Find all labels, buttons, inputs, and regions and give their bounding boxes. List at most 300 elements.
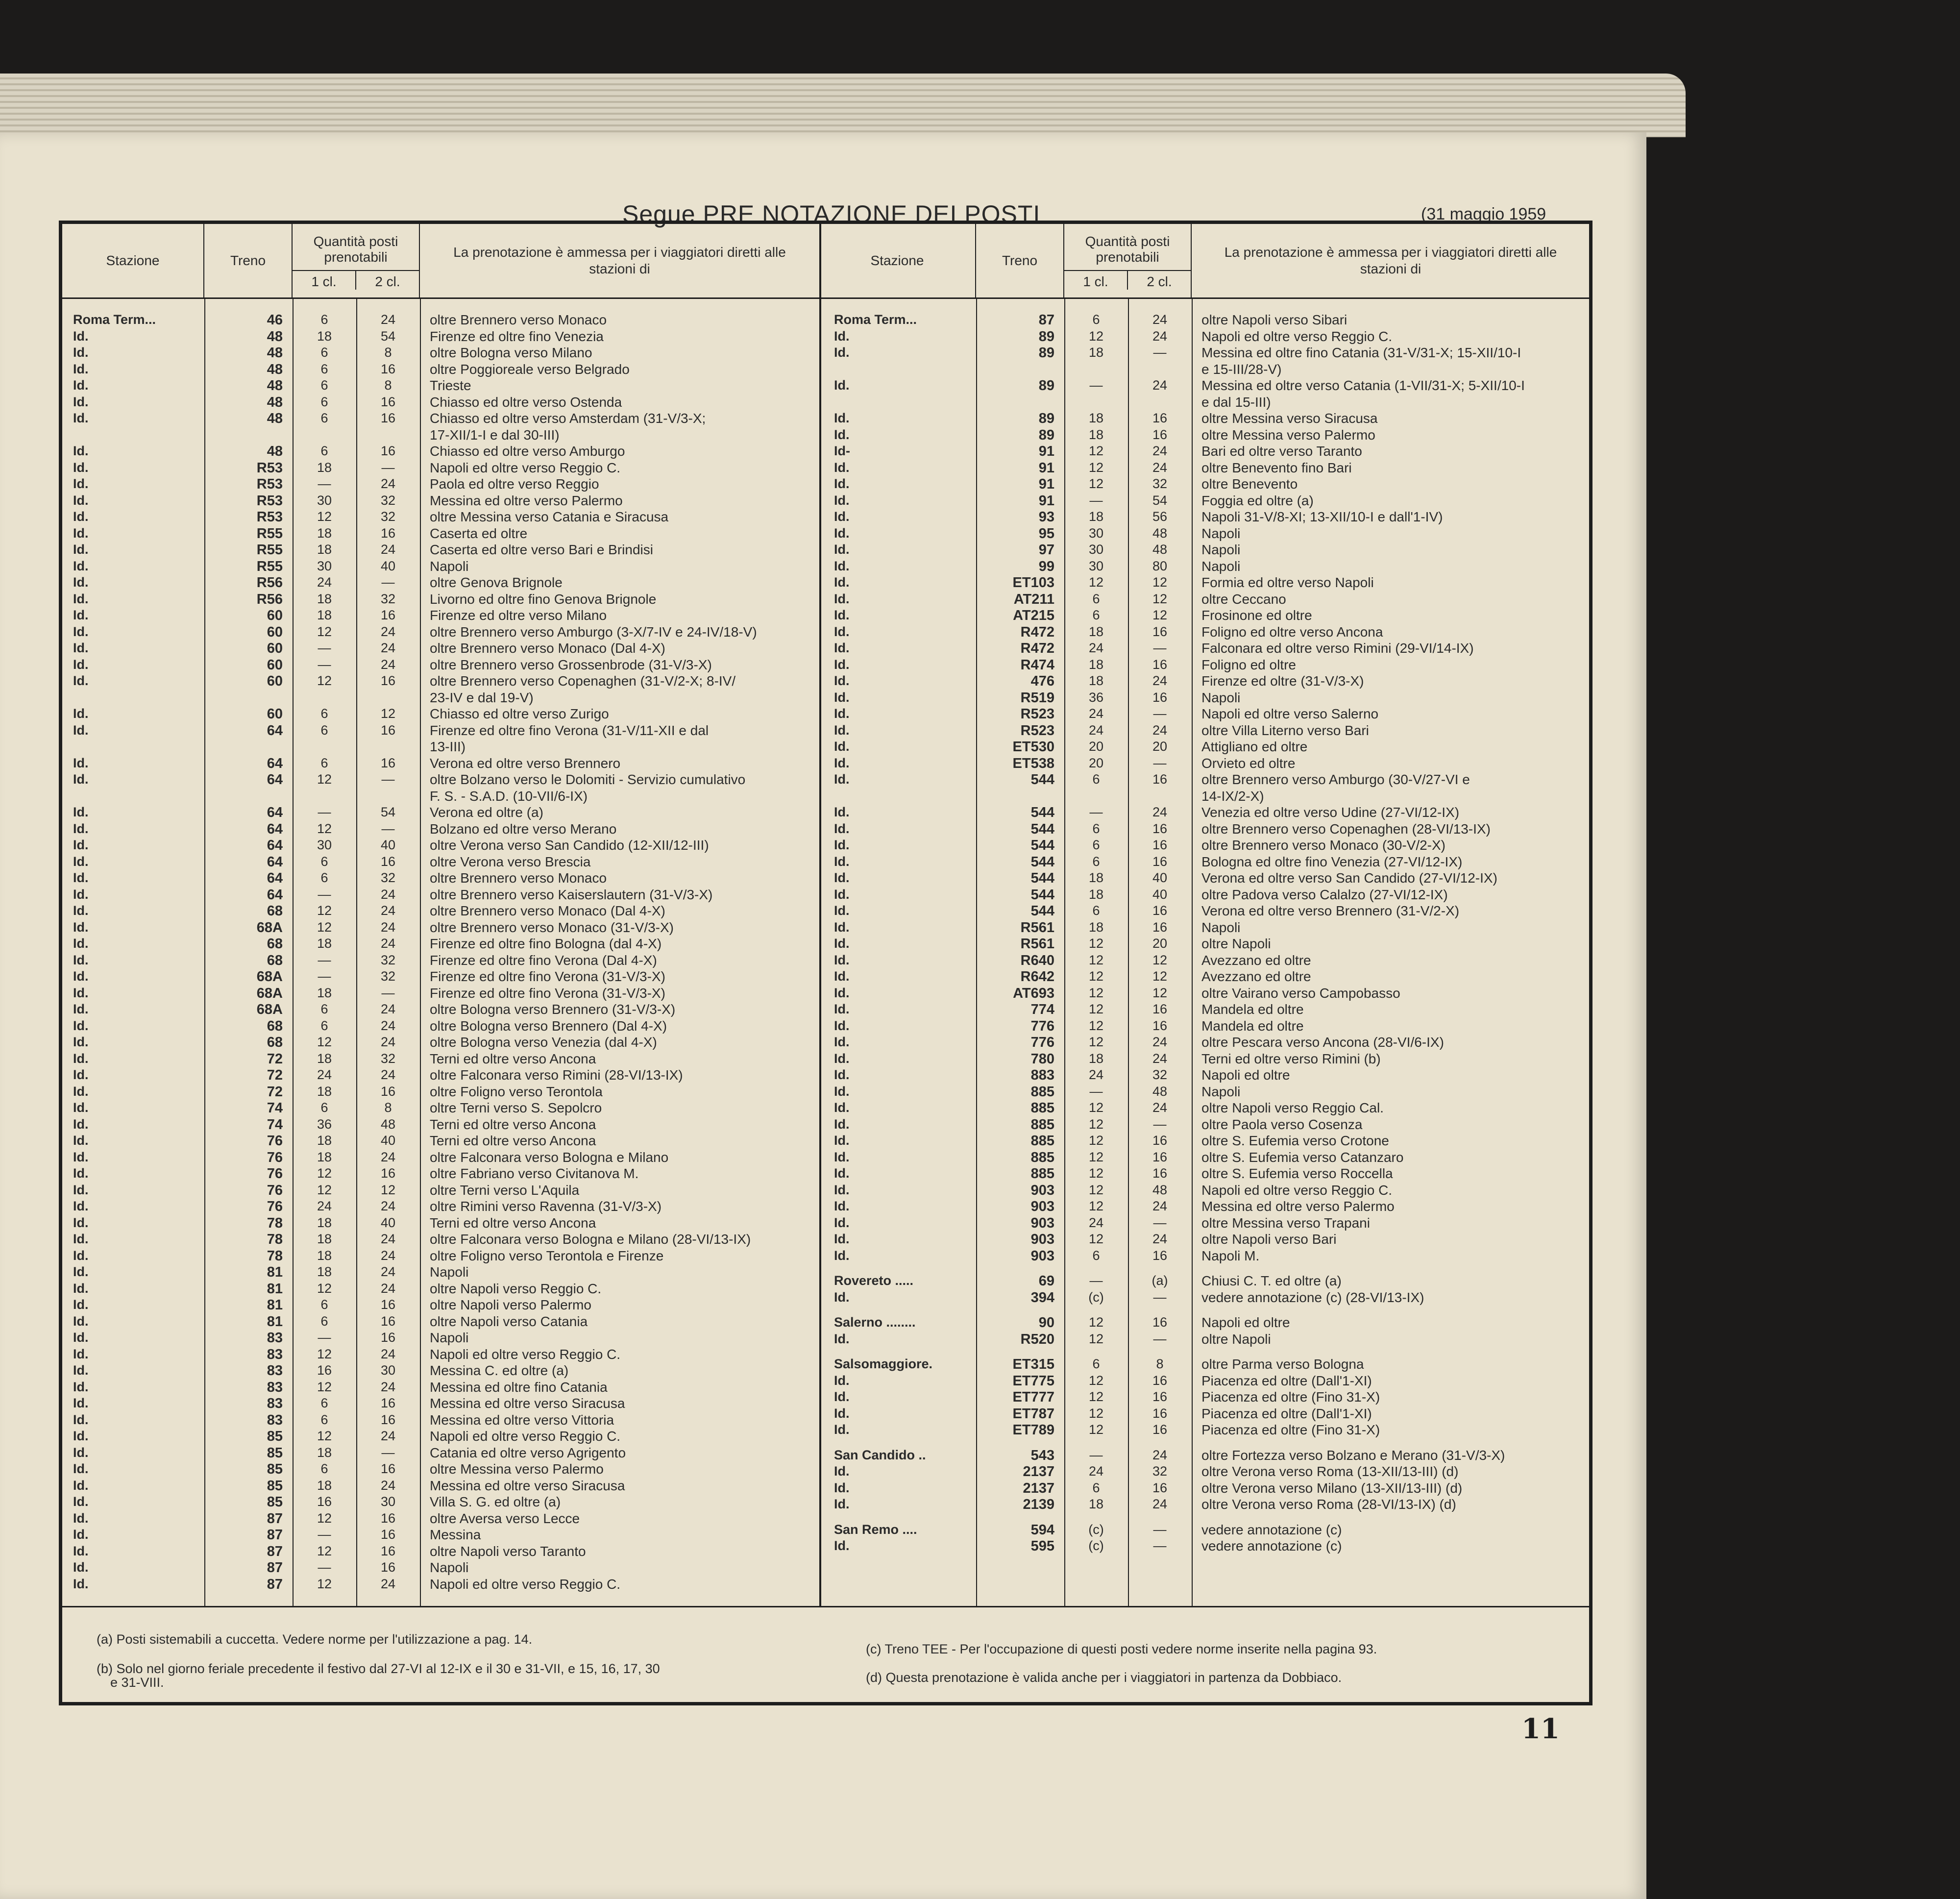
destination-cell: Firenze ed oltre fino Verona (31-V/11-XII e dal <box>430 722 709 738</box>
class2-cell: — <box>1153 1331 1167 1346</box>
train-cell: AT693 <box>1013 985 1054 1001</box>
destination-cell: Napoli ed oltre verso Salerno <box>1201 706 1379 721</box>
destination-cell: Mandela ed oltre <box>1201 1002 1304 1017</box>
table-row <box>62 1314 819 1331</box>
table-row <box>62 1494 819 1511</box>
class2-cell: 16 <box>1152 1002 1168 1016</box>
destination-cell: oltre Verona verso San Candido (12-XII/12-III) <box>430 838 709 853</box>
table-row <box>62 1577 819 1593</box>
table-row <box>819 723 1590 740</box>
train-cell: 81 <box>267 1281 283 1297</box>
table-row <box>819 887 1590 904</box>
station-cell: Id. <box>73 673 89 688</box>
table-row <box>819 1133 1590 1150</box>
class2-cell: 24 <box>1152 1232 1168 1246</box>
class2-cell: 16 <box>1152 1248 1168 1263</box>
destination-cell: oltre Verona verso Milano (13-XII/13-III) (d) <box>1201 1480 1463 1496</box>
class1-cell: 6 <box>1092 854 1100 869</box>
class1-cell: 18 <box>317 525 332 541</box>
destination-cell: oltre Terni verso L'Aquila <box>430 1182 580 1198</box>
page-stack-edge <box>0 74 1686 137</box>
class1-cell: 18 <box>1088 509 1104 524</box>
train-cell: 64 <box>267 722 283 739</box>
class1-cell: — <box>318 805 331 819</box>
destination-cell: Firenze ed oltre fino Venezia <box>430 328 604 344</box>
train-cell: 76 <box>267 1166 283 1182</box>
class2-cell: 16 <box>380 394 396 409</box>
station-cell: Id. <box>73 328 89 344</box>
destination-cell: Verona ed oltre verso Brennero (31-V/2-X) <box>1201 903 1460 918</box>
train-cell: 885 <box>1030 1133 1054 1149</box>
class2-cell: 16 <box>380 1527 396 1542</box>
table-row <box>62 1183 819 1199</box>
class1-cell: 36 <box>1088 690 1104 705</box>
destination-cell: 13-III) <box>430 739 466 754</box>
class1-cell: — <box>318 952 331 967</box>
destination-cell: Terni ed oltre verso Ancona <box>430 1215 596 1231</box>
class2-cell: 12 <box>1152 575 1168 590</box>
class1-cell: 12 <box>1088 1116 1104 1132</box>
table-row <box>819 1464 1590 1480</box>
train-cell: 74 <box>267 1116 283 1133</box>
class1-cell: 12 <box>1088 476 1104 491</box>
destination-cell: Firenze ed oltre fino Verona (31-V/3-X) <box>430 969 665 984</box>
class1-cell: 12 <box>317 1035 332 1049</box>
class1-cell: 6 <box>320 378 328 393</box>
station-cell: Id. <box>834 854 850 869</box>
class2-cell: 24 <box>380 1379 396 1394</box>
class1-cell: 12 <box>1088 1422 1104 1437</box>
station-cell: Id. <box>834 1067 850 1082</box>
station-cell: Id. <box>73 1543 89 1558</box>
table-row <box>62 723 819 740</box>
table-row <box>62 953 819 969</box>
class1-cell: 24 <box>317 1067 332 1082</box>
class1-cell: — <box>1089 805 1103 819</box>
table-row <box>62 1051 819 1068</box>
class1-cell: 6 <box>320 1100 328 1115</box>
class2-cell: 24 <box>1152 1199 1168 1213</box>
destination-cell: oltre Napoli verso Palermo <box>430 1297 591 1312</box>
class2-cell: — <box>1153 1116 1167 1132</box>
class2-cell: 16 <box>380 1297 396 1312</box>
class1-cell: 18 <box>1088 919 1104 935</box>
destination-cell: Napoli ed oltre verso Reggio C. <box>430 1576 621 1592</box>
table-row <box>62 1445 819 1462</box>
class1-cell: 12 <box>317 1510 332 1526</box>
train-cell: 74 <box>267 1100 283 1116</box>
class2-cell: 16 <box>380 1510 396 1526</box>
table-row <box>819 756 1590 772</box>
train-cell: 83 <box>267 1379 283 1395</box>
train-cell: 89 <box>1038 427 1054 443</box>
class2-cell: 24 <box>380 1264 396 1279</box>
class1-cell: 6 <box>320 1412 328 1427</box>
station-cell: Id. <box>73 1330 89 1345</box>
table-row <box>62 1232 819 1248</box>
class2-cell: 8 <box>384 345 392 360</box>
table-row <box>62 838 819 854</box>
class1-cell: — <box>1089 1447 1103 1462</box>
station-cell: Id. <box>834 1422 850 1437</box>
footnotes <box>62 1606 1589 1703</box>
station-cell: Id. <box>834 936 850 951</box>
right-table-body <box>819 312 1590 1555</box>
destination-cell: Napoli ed oltre <box>1201 1067 1290 1083</box>
destination-cell: oltre Brennero verso Grossenbrode (31-V/3-X) <box>430 657 712 672</box>
destination-cell: Napoli ed oltre verso Reggio C. <box>430 1346 621 1362</box>
class1-cell: 12 <box>317 903 332 918</box>
station-cell: Id. <box>73 1429 89 1443</box>
class2-cell: 24 <box>380 1232 396 1246</box>
train-cell: 903 <box>1030 1215 1054 1231</box>
station-cell: Id. <box>73 870 89 885</box>
class2-cell: 16 <box>380 1412 396 1427</box>
destination-cell: Mandela ed oltre <box>1201 1018 1304 1034</box>
station-cell: Id. <box>834 952 850 967</box>
class2-cell: 32 <box>380 493 396 508</box>
table-row <box>819 953 1590 969</box>
destination-cell: oltre Messina verso Trapani <box>1201 1215 1370 1231</box>
class2-cell: 24 <box>380 1576 396 1591</box>
destination-cell: oltre Fabriano verso Civitanova M. <box>430 1166 639 1181</box>
train-cell: 903 <box>1030 1232 1054 1247</box>
table-row <box>819 411 1590 427</box>
destination-cell: Piacenza ed oltre (Fino 31-X) <box>1201 1422 1380 1437</box>
station-cell: Id. <box>834 985 850 1000</box>
table-row <box>62 542 819 559</box>
class2-cell: 24 <box>380 1248 396 1263</box>
row-gap <box>819 1348 1590 1356</box>
table-row <box>819 509 1590 526</box>
train-cell: 83 <box>267 1396 283 1411</box>
destination-cell: oltre Messina verso Palermo <box>430 1461 604 1477</box>
destination-cell: Chiasso ed oltre verso Ostenda <box>430 394 622 410</box>
class2-cell: 24 <box>380 1346 396 1361</box>
train-cell: 69 <box>1038 1273 1054 1289</box>
station-cell: Id. <box>73 1199 89 1213</box>
table-row <box>819 1002 1590 1018</box>
class1-cell: 6 <box>1092 608 1100 622</box>
destination-cell: oltre Aversa verso Lecce <box>430 1510 580 1526</box>
class2-cell: 16 <box>1152 1315 1168 1330</box>
table-row <box>819 1183 1590 1199</box>
class1-cell: 24 <box>317 575 332 590</box>
station-cell: Id. <box>834 509 850 524</box>
class1-cell: 6 <box>1092 838 1100 852</box>
station-cell: Id. <box>73 1264 89 1279</box>
train-cell: R53 <box>256 460 283 476</box>
table-row <box>62 624 819 641</box>
station-cell: Id. <box>834 411 850 425</box>
table-row <box>819 1035 1590 1051</box>
table-row <box>819 476 1590 493</box>
page-title: Segue PRE NOTAZIONE DEI POSTI <box>622 200 1041 228</box>
class2-cell: 12 <box>1152 969 1168 984</box>
train-cell: 64 <box>267 887 283 903</box>
table-row <box>819 1290 1590 1307</box>
train-cell: 76 <box>267 1149 283 1165</box>
class1-cell: 36 <box>317 1116 332 1132</box>
station-cell: Id. <box>834 476 850 491</box>
class2-cell: 48 <box>1152 1182 1168 1197</box>
train-cell: ET530 <box>1012 739 1054 755</box>
table-row <box>62 362 819 378</box>
class2-cell: 24 <box>380 1067 396 1082</box>
class2-cell: 16 <box>380 755 396 770</box>
class1-cell: (c) <box>1088 1522 1104 1537</box>
class1-cell: 12 <box>1088 1166 1104 1181</box>
table-row <box>819 1448 1590 1464</box>
destination-cell: Napoli ed oltre verso Reggio C. <box>1201 328 1393 344</box>
table-row <box>62 411 819 427</box>
table-row <box>62 592 819 608</box>
table-row <box>819 1067 1590 1084</box>
table-row <box>62 460 819 477</box>
class1-cell: 18 <box>317 460 332 475</box>
train-cell: 48 <box>267 361 283 377</box>
class1-cell: 6 <box>1092 1248 1100 1263</box>
class1-cell: 12 <box>317 919 332 935</box>
class2-cell: 24 <box>380 1429 396 1443</box>
header-quantity <box>1064 224 1192 297</box>
station-cell: Id. <box>834 1116 850 1132</box>
class1-cell: 12 <box>1088 460 1104 475</box>
station-cell: Id. <box>73 1363 89 1378</box>
table-row <box>62 657 819 674</box>
station-cell: Id. <box>834 608 850 622</box>
train-cell: R523 <box>1020 722 1054 739</box>
class1-cell: 24 <box>1088 1067 1104 1082</box>
class2-cell: 16 <box>1152 919 1168 935</box>
class2-cell: 16 <box>380 608 396 622</box>
class2-cell: 24 <box>1152 312 1168 327</box>
station-cell: Id. <box>834 1002 850 1016</box>
train-cell: 885 <box>1030 1149 1054 1165</box>
station-cell: Id. <box>834 673 850 688</box>
table-row <box>819 1117 1590 1134</box>
station-cell: Id. <box>73 1576 89 1591</box>
class2-cell: 40 <box>380 558 396 573</box>
destination-cell: Attigliano ed oltre <box>1201 739 1308 754</box>
class1-cell: 12 <box>1088 1331 1104 1346</box>
station-cell: Id. <box>73 542 89 557</box>
class1-cell: 12 <box>1088 328 1104 344</box>
station-cell: Id. <box>73 1035 89 1049</box>
class1-cell: 12 <box>1088 1199 1104 1213</box>
table-row <box>819 1389 1590 1406</box>
train-cell: ET103 <box>1012 575 1054 591</box>
table-row <box>62 1133 819 1150</box>
right-table-header <box>819 224 1590 299</box>
train-cell: R561 <box>1020 936 1054 952</box>
station-cell: Id. <box>73 460 89 475</box>
class1-cell: 24 <box>1088 1464 1104 1479</box>
station-cell: Id. <box>73 1281 89 1296</box>
table-row <box>62 1264 819 1281</box>
class2-cell: — <box>381 772 395 787</box>
station-cell: Id. <box>73 1232 89 1246</box>
class2-cell: 32 <box>380 1051 396 1066</box>
station-cell: Id. <box>73 1051 89 1066</box>
train-cell: R520 <box>1020 1331 1054 1347</box>
class1-cell: 18 <box>317 328 332 344</box>
class1-cell: 12 <box>317 1166 332 1181</box>
destination-cell: Napoli <box>1201 919 1241 935</box>
class1-cell: 24 <box>1088 1215 1104 1230</box>
class1-cell: 6 <box>320 411 328 425</box>
station-cell: Id. <box>73 722 89 738</box>
destination-cell: Messina ed oltre verso Vittoria <box>430 1412 614 1428</box>
destination-cell: oltre Verona verso Brescia <box>430 854 591 869</box>
station-cell: San Candido .. <box>834 1447 926 1462</box>
class2-cell: 16 <box>380 361 396 376</box>
left-table-header <box>62 224 819 299</box>
class1-cell: 18 <box>1088 657 1104 672</box>
destination-cell: Chiasso ed oltre verso Amburgo <box>430 444 625 459</box>
station-cell: Id. <box>73 624 89 639</box>
destination-cell: oltre Bologna verso Brennero (Dal 4-X) <box>430 1018 667 1034</box>
class1-cell: 18 <box>317 542 332 557</box>
destination-cell: oltre Brennero verso Monaco <box>430 312 607 327</box>
class2-cell: 16 <box>380 1313 396 1329</box>
class1-cell: 6 <box>1092 591 1100 606</box>
destination-cell: Verona ed oltre verso Brennero <box>430 755 621 771</box>
table-row <box>62 378 819 395</box>
station-cell: Id. <box>834 1100 850 1115</box>
train-cell: R519 <box>1020 690 1054 706</box>
header-class-1: 1 cl. <box>293 271 356 290</box>
destination-cell: Firenze ed oltre fino Verona (Dal 4-X) <box>430 952 657 968</box>
class1-cell: 18 <box>317 608 332 622</box>
class2-cell: 16 <box>1152 1406 1168 1421</box>
table-row <box>819 345 1590 362</box>
table-row <box>819 772 1590 789</box>
table-row <box>62 526 819 543</box>
table-row <box>819 1373 1590 1390</box>
destination-cell: oltre Brennero verso Copenaghen (31-V/2-X; 8-IV/ <box>430 673 736 689</box>
table-row <box>62 1330 819 1347</box>
class1-cell: 12 <box>317 1281 332 1296</box>
class1-cell: — <box>1089 1273 1103 1288</box>
station-cell: Id. <box>834 1373 850 1388</box>
destination-cell: Terni ed oltre verso Ancona <box>430 1051 596 1066</box>
station-cell: Id. <box>834 378 850 393</box>
class1-cell: 12 <box>317 673 332 688</box>
class1-cell: 18 <box>317 936 332 951</box>
station-cell: Id. <box>834 838 850 852</box>
header-train: Treno <box>976 224 1064 297</box>
table-row <box>819 1018 1590 1035</box>
class1-cell: 6 <box>320 361 328 376</box>
table-row <box>819 641 1590 657</box>
station-cell: Id. <box>73 936 89 951</box>
class1-cell: 18 <box>1088 887 1104 902</box>
train-cell: 68 <box>267 936 283 952</box>
train-cell: 83 <box>267 1330 283 1346</box>
station-cell: Id. <box>73 1149 89 1164</box>
station-cell: Id. <box>73 1560 89 1575</box>
station-cell: Id. <box>834 1497 850 1511</box>
table-row <box>819 1480 1590 1497</box>
class2-cell: — <box>1153 755 1167 770</box>
class2-cell: 16 <box>380 1330 396 1345</box>
class1-cell: 12 <box>317 772 332 787</box>
class2-cell: 12 <box>380 1182 396 1197</box>
class1-cell: 12 <box>1088 1232 1104 1246</box>
table-row <box>62 1297 819 1314</box>
destination-cell: Napoli 31-V/8-XI; 13-XII/10-I e dall'1-IV) <box>1201 509 1443 524</box>
destination-cell: oltre Brennero verso Monaco (30-V/2-X) <box>1201 838 1446 853</box>
train-cell: 76 <box>267 1182 283 1198</box>
destination-cell: oltre Napoli verso Taranto <box>430 1543 586 1559</box>
station-cell: San Remo .... <box>834 1522 917 1537</box>
train-cell: 2137 <box>1023 1480 1054 1496</box>
class2-cell: — <box>381 575 395 590</box>
class2-cell: 24 <box>380 476 396 491</box>
class1-cell: 30 <box>317 493 332 508</box>
station-cell: Id. <box>834 427 850 442</box>
destination-cell: oltre Messina verso Siracusa <box>1201 411 1378 426</box>
class2-cell: 24 <box>1152 722 1168 738</box>
station-cell: Id. <box>73 1084 89 1099</box>
class2-cell: 16 <box>1152 1480 1168 1495</box>
class2-cell: 16 <box>380 1166 396 1181</box>
destination-cell: Avezzano ed oltre <box>1201 969 1311 984</box>
train-cell: 883 <box>1030 1067 1054 1083</box>
table-row <box>819 378 1590 395</box>
train-cell: 68 <box>267 952 283 968</box>
row-gap <box>819 1306 1590 1315</box>
station-cell: Id. <box>73 476 89 491</box>
footnote-b-line1: (b) Solo nel giorno feriale precedente il festivo dal 27-VI al 12-IX e il 30 e 31-VII, e 15, 16, 17, 30 <box>97 1661 660 1676</box>
station-cell: Id. <box>73 772 89 787</box>
train-cell: ET775 <box>1012 1373 1054 1389</box>
train-cell: 90 <box>1038 1315 1054 1331</box>
class2-cell: 32 <box>1152 476 1168 491</box>
class2-cell: — <box>1153 706 1167 721</box>
station-cell: Roma Term... <box>834 312 917 327</box>
class1-cell: — <box>1089 378 1103 393</box>
destination-cell: Catania ed oltre verso Agrigento <box>430 1445 626 1460</box>
table-row <box>62 1248 819 1265</box>
table-row <box>819 1315 1590 1332</box>
table-row <box>819 690 1590 707</box>
train-cell: 87 <box>267 1527 283 1543</box>
class2-cell: 80 <box>1152 558 1168 573</box>
train-cell: 78 <box>267 1248 283 1264</box>
class2-cell: 32 <box>380 952 396 967</box>
class1-cell: 6 <box>1092 903 1100 918</box>
destination-cell: Verona ed oltre (a) <box>430 805 543 820</box>
table-row <box>819 1406 1590 1423</box>
class2-cell: 32 <box>380 969 396 984</box>
table-row <box>62 559 819 575</box>
header-quantity <box>293 224 420 297</box>
destination-cell: oltre Terni verso S. Sepolcro <box>430 1100 602 1115</box>
class2-cell: 32 <box>1152 1464 1168 1479</box>
train-cell: 476 <box>1030 673 1054 689</box>
station-cell: Id. <box>834 1331 850 1346</box>
train-cell: 68A <box>256 969 283 985</box>
class1-cell: 20 <box>1088 755 1104 770</box>
station-cell: Id. <box>834 641 850 655</box>
destination-cell: oltre Falconara verso Bologna e Milano (28-VI/13-IX) <box>430 1232 751 1247</box>
train-cell: 85 <box>267 1461 283 1477</box>
train-cell: 68 <box>267 1035 283 1050</box>
class2-cell: 24 <box>380 903 396 918</box>
destination-cell: oltre Genova Brignole <box>430 575 563 590</box>
